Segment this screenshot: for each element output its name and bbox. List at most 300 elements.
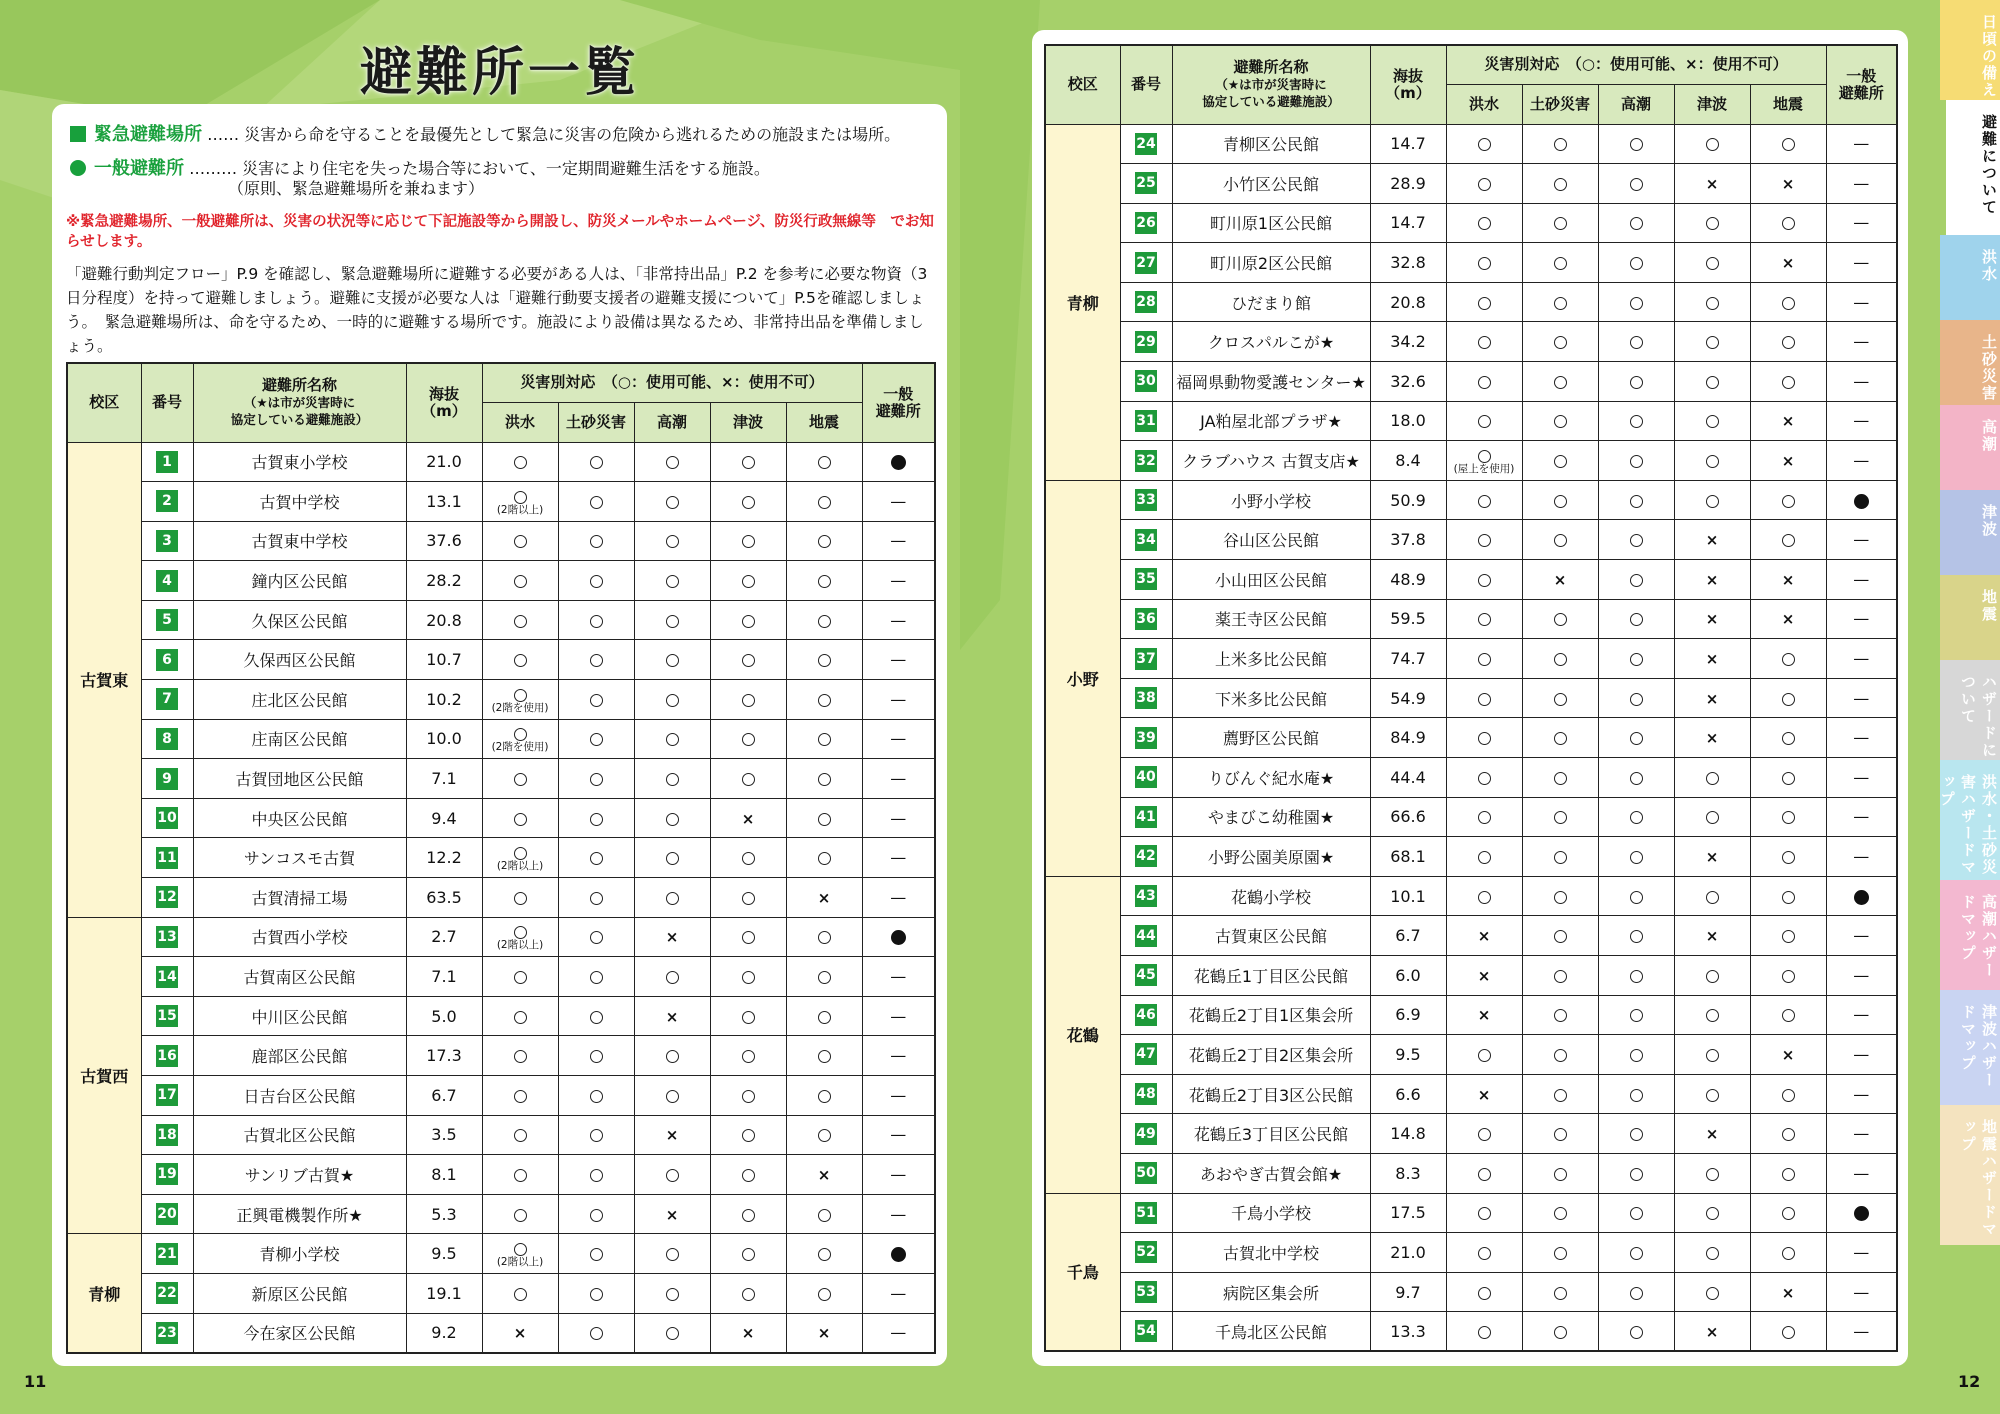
elevation-cell: 18.0 bbox=[1370, 401, 1446, 441]
circle-mark bbox=[514, 689, 527, 702]
circle-mark bbox=[666, 1090, 679, 1103]
mark-cell-content bbox=[818, 1007, 831, 1026]
number-badge: 32 bbox=[1135, 450, 1157, 472]
circle-mark bbox=[1706, 772, 1719, 785]
table-row bbox=[67, 1194, 935, 1234]
mark-cell-content bbox=[514, 452, 527, 471]
circle-mark bbox=[1630, 415, 1643, 428]
mark-cell-content bbox=[818, 1244, 831, 1263]
mark-note: (2階以上) bbox=[496, 1256, 544, 1269]
elevation-cell: 10.7 bbox=[406, 640, 482, 680]
mark-cell-content bbox=[1782, 530, 1795, 549]
table-row bbox=[67, 482, 935, 522]
circle-mark bbox=[1478, 891, 1491, 904]
disaster-cell bbox=[1750, 797, 1826, 837]
shelter-name: 福岡県動物愛護センター★ bbox=[1172, 362, 1370, 402]
elevation-cell: 84.9 bbox=[1370, 718, 1446, 758]
number-cell bbox=[1120, 678, 1172, 718]
mark-cell-content bbox=[818, 1046, 831, 1065]
number-badge: 36 bbox=[1135, 608, 1157, 630]
number-badge: 44 bbox=[1135, 925, 1157, 947]
elevation-cell: 50.9 bbox=[1370, 480, 1446, 520]
mark-cell-content bbox=[666, 1125, 679, 1144]
cross-mark: × bbox=[1705, 927, 1719, 946]
dash-mark: — bbox=[890, 1006, 907, 1026]
number-cell bbox=[1120, 718, 1172, 758]
number-cell bbox=[141, 996, 193, 1036]
col-general-label: 一般 bbox=[883, 384, 914, 403]
mark-cell-content bbox=[890, 848, 906, 867]
mark-cell-content bbox=[1630, 1243, 1643, 1262]
number-badge: 21 bbox=[156, 1243, 178, 1265]
circle-mark bbox=[1478, 1168, 1491, 1181]
disaster-cell bbox=[1446, 164, 1522, 204]
mark-cell-content bbox=[1630, 887, 1643, 906]
general-shelter-cell bbox=[1826, 916, 1897, 956]
mark-cell-content bbox=[514, 1205, 527, 1224]
mark-cell-content bbox=[742, 967, 755, 986]
general-shelter-cell bbox=[1826, 362, 1897, 402]
disaster-cell bbox=[1598, 758, 1674, 798]
disaster-cell bbox=[710, 561, 786, 601]
number-badge: 54 bbox=[1135, 1320, 1157, 1342]
disaster-cell bbox=[1522, 995, 1598, 1035]
shelter-name: 古賀南区公民館 bbox=[193, 957, 406, 997]
side-tab[interactable]: 避難について bbox=[1940, 100, 2000, 235]
circle-mark bbox=[514, 926, 527, 939]
side-tab[interactable]: 津波ハザードマップ bbox=[1940, 990, 2000, 1105]
col-school: 校区 bbox=[1045, 45, 1120, 124]
circle-mark bbox=[1478, 1128, 1491, 1141]
mark-cell-content bbox=[1478, 174, 1491, 193]
circle-mark bbox=[590, 1209, 603, 1222]
side-tab[interactable]: 地震 bbox=[1940, 575, 2000, 660]
general-shelter-cell bbox=[1826, 955, 1897, 995]
number-badge: 25 bbox=[1135, 172, 1157, 194]
circle-mark bbox=[818, 971, 831, 984]
circle-mark bbox=[590, 1288, 603, 1301]
number-badge: 30 bbox=[1135, 370, 1157, 392]
cross-mark: × bbox=[1781, 570, 1795, 589]
cross-mark: × bbox=[1705, 1125, 1719, 1144]
mark-cell-content bbox=[890, 769, 906, 788]
cross-mark: × bbox=[817, 1165, 831, 1184]
general-shelter-cell bbox=[1826, 1272, 1897, 1312]
circle-mark bbox=[1630, 1009, 1643, 1022]
shelter-name: 新原区公民館 bbox=[193, 1273, 406, 1313]
shelter-name: 小野公園美原園★ bbox=[1172, 837, 1370, 877]
circle-mark bbox=[514, 971, 527, 984]
mark-cell-content bbox=[890, 967, 906, 986]
mark-cell-content bbox=[818, 531, 831, 550]
shelter-name: クラブハウス 古賀支店★ bbox=[1172, 441, 1370, 481]
disaster-cell bbox=[1674, 1272, 1750, 1312]
mark-cell-content bbox=[890, 1165, 906, 1184]
mark-cell-content bbox=[1478, 926, 1491, 945]
side-tab[interactable]: ハザードについて bbox=[1940, 660, 2000, 760]
disaster-cell bbox=[1750, 1312, 1826, 1352]
mark-cell-content bbox=[1478, 847, 1491, 866]
elevation-cell: 59.5 bbox=[1370, 599, 1446, 639]
mark-cell-content bbox=[1853, 1283, 1869, 1302]
disaster-cell bbox=[1750, 1074, 1826, 1114]
mark-cell-content bbox=[590, 690, 603, 709]
circle-mark bbox=[742, 1248, 755, 1261]
disaster-cell bbox=[558, 917, 634, 957]
cross-mark: × bbox=[1781, 174, 1795, 193]
table-row bbox=[67, 1155, 935, 1195]
col-storm-surge: 高潮 bbox=[1598, 84, 1674, 124]
circle-mark bbox=[1706, 138, 1719, 151]
disaster-cell bbox=[634, 1234, 710, 1274]
circle-mark bbox=[1554, 1128, 1567, 1141]
col-general-label2: 避難所 bbox=[875, 401, 921, 420]
shelter-name: 薬王寺区公民館 bbox=[1172, 599, 1370, 639]
elevation-cell: 8.4 bbox=[1370, 441, 1446, 481]
dash-mark: — bbox=[890, 887, 907, 907]
table-row bbox=[1045, 322, 1897, 362]
school-cell: 青柳 bbox=[1045, 124, 1120, 480]
legend-term-general: 一般避難所 bbox=[94, 158, 184, 179]
mark-cell-content bbox=[1554, 1005, 1567, 1024]
mark-cell-content bbox=[666, 611, 679, 630]
number-cell bbox=[141, 1194, 193, 1234]
circle-mark bbox=[1782, 1207, 1795, 1220]
circle-mark bbox=[1782, 930, 1795, 943]
table-row bbox=[67, 1076, 935, 1116]
mark-cell-content bbox=[890, 611, 906, 630]
page-number-right: 12 bbox=[1958, 1372, 1981, 1391]
mark-cell-content bbox=[1554, 1045, 1567, 1064]
mark-cell-content bbox=[1478, 1243, 1491, 1262]
circle-mark bbox=[1478, 1287, 1491, 1300]
side-tab[interactable]: 土砂災害 bbox=[1940, 320, 2000, 405]
elevation-cell: 34.2 bbox=[1370, 322, 1446, 362]
dash-mark: — bbox=[1853, 1005, 1870, 1025]
disaster-cell bbox=[786, 759, 862, 799]
school-cell: 花鶴 bbox=[1045, 876, 1120, 1193]
cross-mark: × bbox=[1705, 174, 1719, 193]
disaster-cell bbox=[482, 1036, 558, 1076]
mark-cell-content bbox=[818, 729, 831, 748]
disaster-cell bbox=[1598, 243, 1674, 283]
col-general-label2: 避難所 bbox=[1838, 83, 1884, 102]
disaster-cell bbox=[1522, 1233, 1598, 1273]
disaster-cell bbox=[1522, 599, 1598, 639]
disaster-cell bbox=[1598, 955, 1674, 995]
disaster-cell bbox=[786, 1115, 862, 1155]
mark-cell-content bbox=[666, 769, 679, 788]
mark-cell-content bbox=[742, 690, 755, 709]
mark-cell-content bbox=[818, 571, 831, 590]
disaster-cell bbox=[786, 680, 862, 720]
circle-mark bbox=[1478, 376, 1491, 389]
general-shelter-cell bbox=[1826, 1193, 1897, 1233]
mark-cell-content bbox=[514, 571, 527, 590]
mark-cell-content bbox=[666, 1205, 679, 1224]
disaster-cell bbox=[482, 600, 558, 640]
legend-desc-emergency: …… 災害から命を守ることを最優先として緊急に災害の危険から逃れるための施設または場所。 bbox=[207, 125, 901, 144]
shelter-name: 花鶴丘2丁目3区公民館 bbox=[1172, 1074, 1370, 1114]
disaster-cell bbox=[786, 1036, 862, 1076]
table-row bbox=[67, 1036, 935, 1076]
side-tab[interactable]: 地震ハザードマップ bbox=[1940, 1105, 2000, 1245]
mark-cell-content bbox=[1706, 649, 1719, 668]
number-badge: 24 bbox=[1135, 133, 1157, 155]
table-row bbox=[1045, 639, 1897, 679]
elevation-cell: 5.0 bbox=[406, 996, 482, 1036]
disaster-cell bbox=[1446, 243, 1522, 283]
circle-mark bbox=[1706, 336, 1719, 349]
mark-cell-content bbox=[1853, 1124, 1869, 1143]
circle-mark bbox=[1782, 217, 1795, 230]
mark-cell-content bbox=[666, 809, 679, 828]
disaster-cell bbox=[1674, 243, 1750, 283]
circle-mark bbox=[590, 1327, 603, 1340]
circle-mark bbox=[1478, 450, 1491, 463]
disaster-cell bbox=[634, 798, 710, 838]
circle-mark bbox=[590, 654, 603, 667]
mark-cell-content bbox=[742, 531, 755, 550]
mark-cell-content bbox=[590, 1165, 603, 1184]
mark-cell-content bbox=[1554, 134, 1567, 153]
disaster-cell bbox=[482, 521, 558, 561]
dash-mark: — bbox=[890, 1204, 907, 1224]
mark-cell-content bbox=[891, 927, 906, 946]
side-tab[interactable]: 日頃の備え bbox=[1940, 0, 2000, 100]
disaster-cell bbox=[1598, 718, 1674, 758]
disaster-cell bbox=[1674, 916, 1750, 956]
dash-mark: — bbox=[890, 1085, 907, 1105]
mark-cell-content bbox=[1706, 966, 1719, 985]
mark-cell-content bbox=[666, 452, 679, 471]
circle-mark bbox=[1630, 297, 1643, 310]
mark-cell-content bbox=[1630, 689, 1643, 708]
disaster-cell bbox=[1446, 1114, 1522, 1154]
mark-cell-content bbox=[666, 927, 679, 946]
elevation-cell: 6.9 bbox=[1370, 995, 1446, 1035]
mark-cell-content bbox=[1630, 570, 1643, 589]
shelter-name: 日吉台区公民館 bbox=[193, 1076, 406, 1116]
circle-mark bbox=[1554, 811, 1567, 824]
disaster-cell bbox=[1750, 322, 1826, 362]
mark-cell-content bbox=[1782, 926, 1795, 945]
general-shelter-cell bbox=[862, 838, 935, 878]
circle-mark bbox=[666, 1169, 679, 1182]
mark-cell-content bbox=[1706, 491, 1719, 510]
mark-cell-content bbox=[1782, 1243, 1795, 1262]
number-cell bbox=[1120, 362, 1172, 402]
mark-cell-content bbox=[890, 1323, 906, 1342]
mark-cell-content bbox=[1478, 530, 1491, 549]
mark-cell-content bbox=[514, 1284, 527, 1303]
mark-cell-content bbox=[590, 492, 603, 511]
elevation-cell: 9.2 bbox=[406, 1313, 482, 1353]
mark-cell-content bbox=[890, 809, 906, 828]
col-name-note1: （★は市が災害時に bbox=[243, 395, 356, 411]
number-badge: 15 bbox=[156, 1005, 178, 1027]
mark-cell-content bbox=[666, 1284, 679, 1303]
shelter-name: 薦野区公民館 bbox=[1172, 718, 1370, 758]
circle-mark bbox=[1630, 851, 1643, 864]
dash-mark: — bbox=[1853, 1242, 1870, 1262]
circle-mark bbox=[514, 1209, 527, 1222]
number-cell bbox=[1120, 124, 1172, 164]
disaster-cell bbox=[1522, 678, 1598, 718]
disaster-cell bbox=[482, 917, 558, 957]
number-badge: 27 bbox=[1135, 252, 1157, 274]
table-row bbox=[1045, 362, 1897, 402]
mark-cell-content bbox=[1853, 1085, 1869, 1104]
circle-mark bbox=[514, 847, 527, 860]
number-badge: 45 bbox=[1135, 964, 1157, 986]
shelter-name: 小野小学校 bbox=[1172, 480, 1370, 520]
circle-mark bbox=[818, 615, 831, 628]
number-badge: 8 bbox=[156, 728, 178, 750]
disaster-cell bbox=[1522, 362, 1598, 402]
number-cell bbox=[1120, 955, 1172, 995]
number-badge: 28 bbox=[1135, 291, 1157, 313]
number-badge: 39 bbox=[1135, 727, 1157, 749]
circle-mark bbox=[1478, 495, 1491, 508]
dash-mark: — bbox=[890, 610, 907, 630]
table-row bbox=[67, 1115, 935, 1155]
disaster-cell bbox=[710, 521, 786, 561]
mark-cell-content bbox=[590, 650, 603, 669]
mark-cell-content bbox=[1853, 332, 1869, 351]
circle-mark bbox=[1554, 1207, 1567, 1220]
circle-mark bbox=[590, 535, 603, 548]
dash-mark: — bbox=[1853, 530, 1870, 550]
mark-cell-content bbox=[890, 1125, 906, 1144]
circle-mark bbox=[590, 575, 603, 588]
circle-mark bbox=[742, 1288, 755, 1301]
mark-cell-content bbox=[890, 531, 906, 550]
filled-circle-mark bbox=[1854, 890, 1869, 905]
circle-mark bbox=[742, 892, 755, 905]
circle-mark bbox=[818, 496, 831, 509]
elevation-cell: 21.0 bbox=[1370, 1233, 1446, 1273]
side-tab[interactable]: 高潮 bbox=[1940, 405, 2000, 490]
disaster-cell bbox=[482, 996, 558, 1036]
side-tab[interactable]: 高潮ハザードマップ bbox=[1940, 880, 2000, 990]
shelter-name: 町川原1区公民館 bbox=[1172, 203, 1370, 243]
disaster-cell bbox=[1750, 362, 1826, 402]
disaster-cell bbox=[1446, 1074, 1522, 1114]
elevation-cell: 8.1 bbox=[406, 1155, 482, 1195]
mark-cell-content bbox=[1782, 689, 1795, 708]
circle-mark bbox=[1782, 1089, 1795, 1102]
number-cell bbox=[1120, 1035, 1172, 1075]
disaster-cell bbox=[786, 719, 862, 759]
mark-cell-content bbox=[818, 809, 831, 828]
mark-cell-content bbox=[1853, 530, 1869, 549]
circle-mark bbox=[1782, 653, 1795, 666]
side-tab[interactable]: 洪水 bbox=[1940, 235, 2000, 320]
disaster-cell bbox=[786, 1273, 862, 1313]
number-cell bbox=[1120, 1272, 1172, 1312]
general-shelter-cell bbox=[862, 600, 935, 640]
mark-cell-content bbox=[742, 1125, 755, 1144]
mark-cell-content bbox=[514, 1165, 527, 1184]
general-shelter-cell bbox=[1826, 639, 1897, 679]
disaster-cell bbox=[1750, 1114, 1826, 1154]
disaster-cell bbox=[786, 1234, 862, 1274]
disaster-cell bbox=[710, 1313, 786, 1353]
disaster-cell bbox=[1522, 164, 1598, 204]
mark-cell-content bbox=[590, 848, 603, 867]
shelter-name: 千鳥北区公民館 bbox=[1172, 1312, 1370, 1352]
mark-cell-content bbox=[1782, 134, 1795, 153]
table-row bbox=[1045, 282, 1897, 322]
circle-mark bbox=[590, 1169, 603, 1182]
circle-mark bbox=[514, 491, 527, 504]
general-shelter-cell bbox=[862, 680, 935, 720]
disaster-cell bbox=[1446, 322, 1522, 362]
circle-mark bbox=[1554, 1287, 1567, 1300]
side-tab[interactable]: 洪水・土砂災害ハザードマップ bbox=[1940, 760, 2000, 880]
disaster-cell bbox=[1750, 441, 1826, 481]
mark-cell-content bbox=[666, 571, 679, 590]
circle-mark bbox=[1554, 217, 1567, 230]
circle-mark bbox=[1630, 1089, 1643, 1102]
mark-cell-content bbox=[1853, 451, 1869, 470]
general-shelter-cell bbox=[1826, 797, 1897, 837]
shelter-name: 花鶴丘2丁目2区集会所 bbox=[1172, 1035, 1370, 1075]
mark-cell-content bbox=[890, 1284, 906, 1303]
mark-cell-content bbox=[742, 1323, 755, 1342]
mark-cell-content bbox=[1478, 1124, 1491, 1143]
number-badge: 10 bbox=[156, 807, 178, 829]
circle-mark bbox=[514, 535, 527, 548]
number-cell bbox=[1120, 520, 1172, 560]
circle-mark bbox=[590, 931, 603, 944]
circle-mark bbox=[514, 813, 527, 826]
disaster-cell bbox=[1674, 480, 1750, 520]
disaster-cell bbox=[786, 917, 862, 957]
mark-cell-content bbox=[1554, 609, 1567, 628]
table-row bbox=[1045, 164, 1897, 204]
number-cell bbox=[1120, 282, 1172, 322]
dash-mark: — bbox=[1853, 292, 1870, 312]
disaster-cell bbox=[1750, 1193, 1826, 1233]
mark-cell-content bbox=[666, 531, 679, 550]
number-badge: 29 bbox=[1135, 331, 1157, 353]
mark-cell-content bbox=[742, 1007, 755, 1026]
mark-cell-content bbox=[818, 927, 831, 946]
dash-mark: — bbox=[1853, 688, 1870, 708]
school-cell: 小野 bbox=[1045, 480, 1120, 876]
disaster-cell bbox=[710, 719, 786, 759]
disaster-cell bbox=[634, 1313, 710, 1353]
circle-mark bbox=[1554, 653, 1567, 666]
number-badge: 38 bbox=[1135, 687, 1157, 709]
filled-circle-mark bbox=[1854, 494, 1869, 509]
circle-mark bbox=[1478, 1207, 1491, 1220]
side-tab[interactable]: 津波 bbox=[1940, 490, 2000, 575]
circle-mark bbox=[666, 1288, 679, 1301]
circle-mark bbox=[1706, 415, 1719, 428]
circle-mark bbox=[1630, 574, 1643, 587]
circle-mark bbox=[818, 733, 831, 746]
general-shelter-cell bbox=[862, 1076, 935, 1116]
circle-mark bbox=[666, 892, 679, 905]
mark-cell-content bbox=[1630, 1322, 1643, 1341]
circle-mark bbox=[1630, 257, 1643, 270]
number-cell bbox=[141, 600, 193, 640]
circle-mark bbox=[1782, 891, 1795, 904]
mark-cell-content bbox=[1782, 1322, 1795, 1341]
